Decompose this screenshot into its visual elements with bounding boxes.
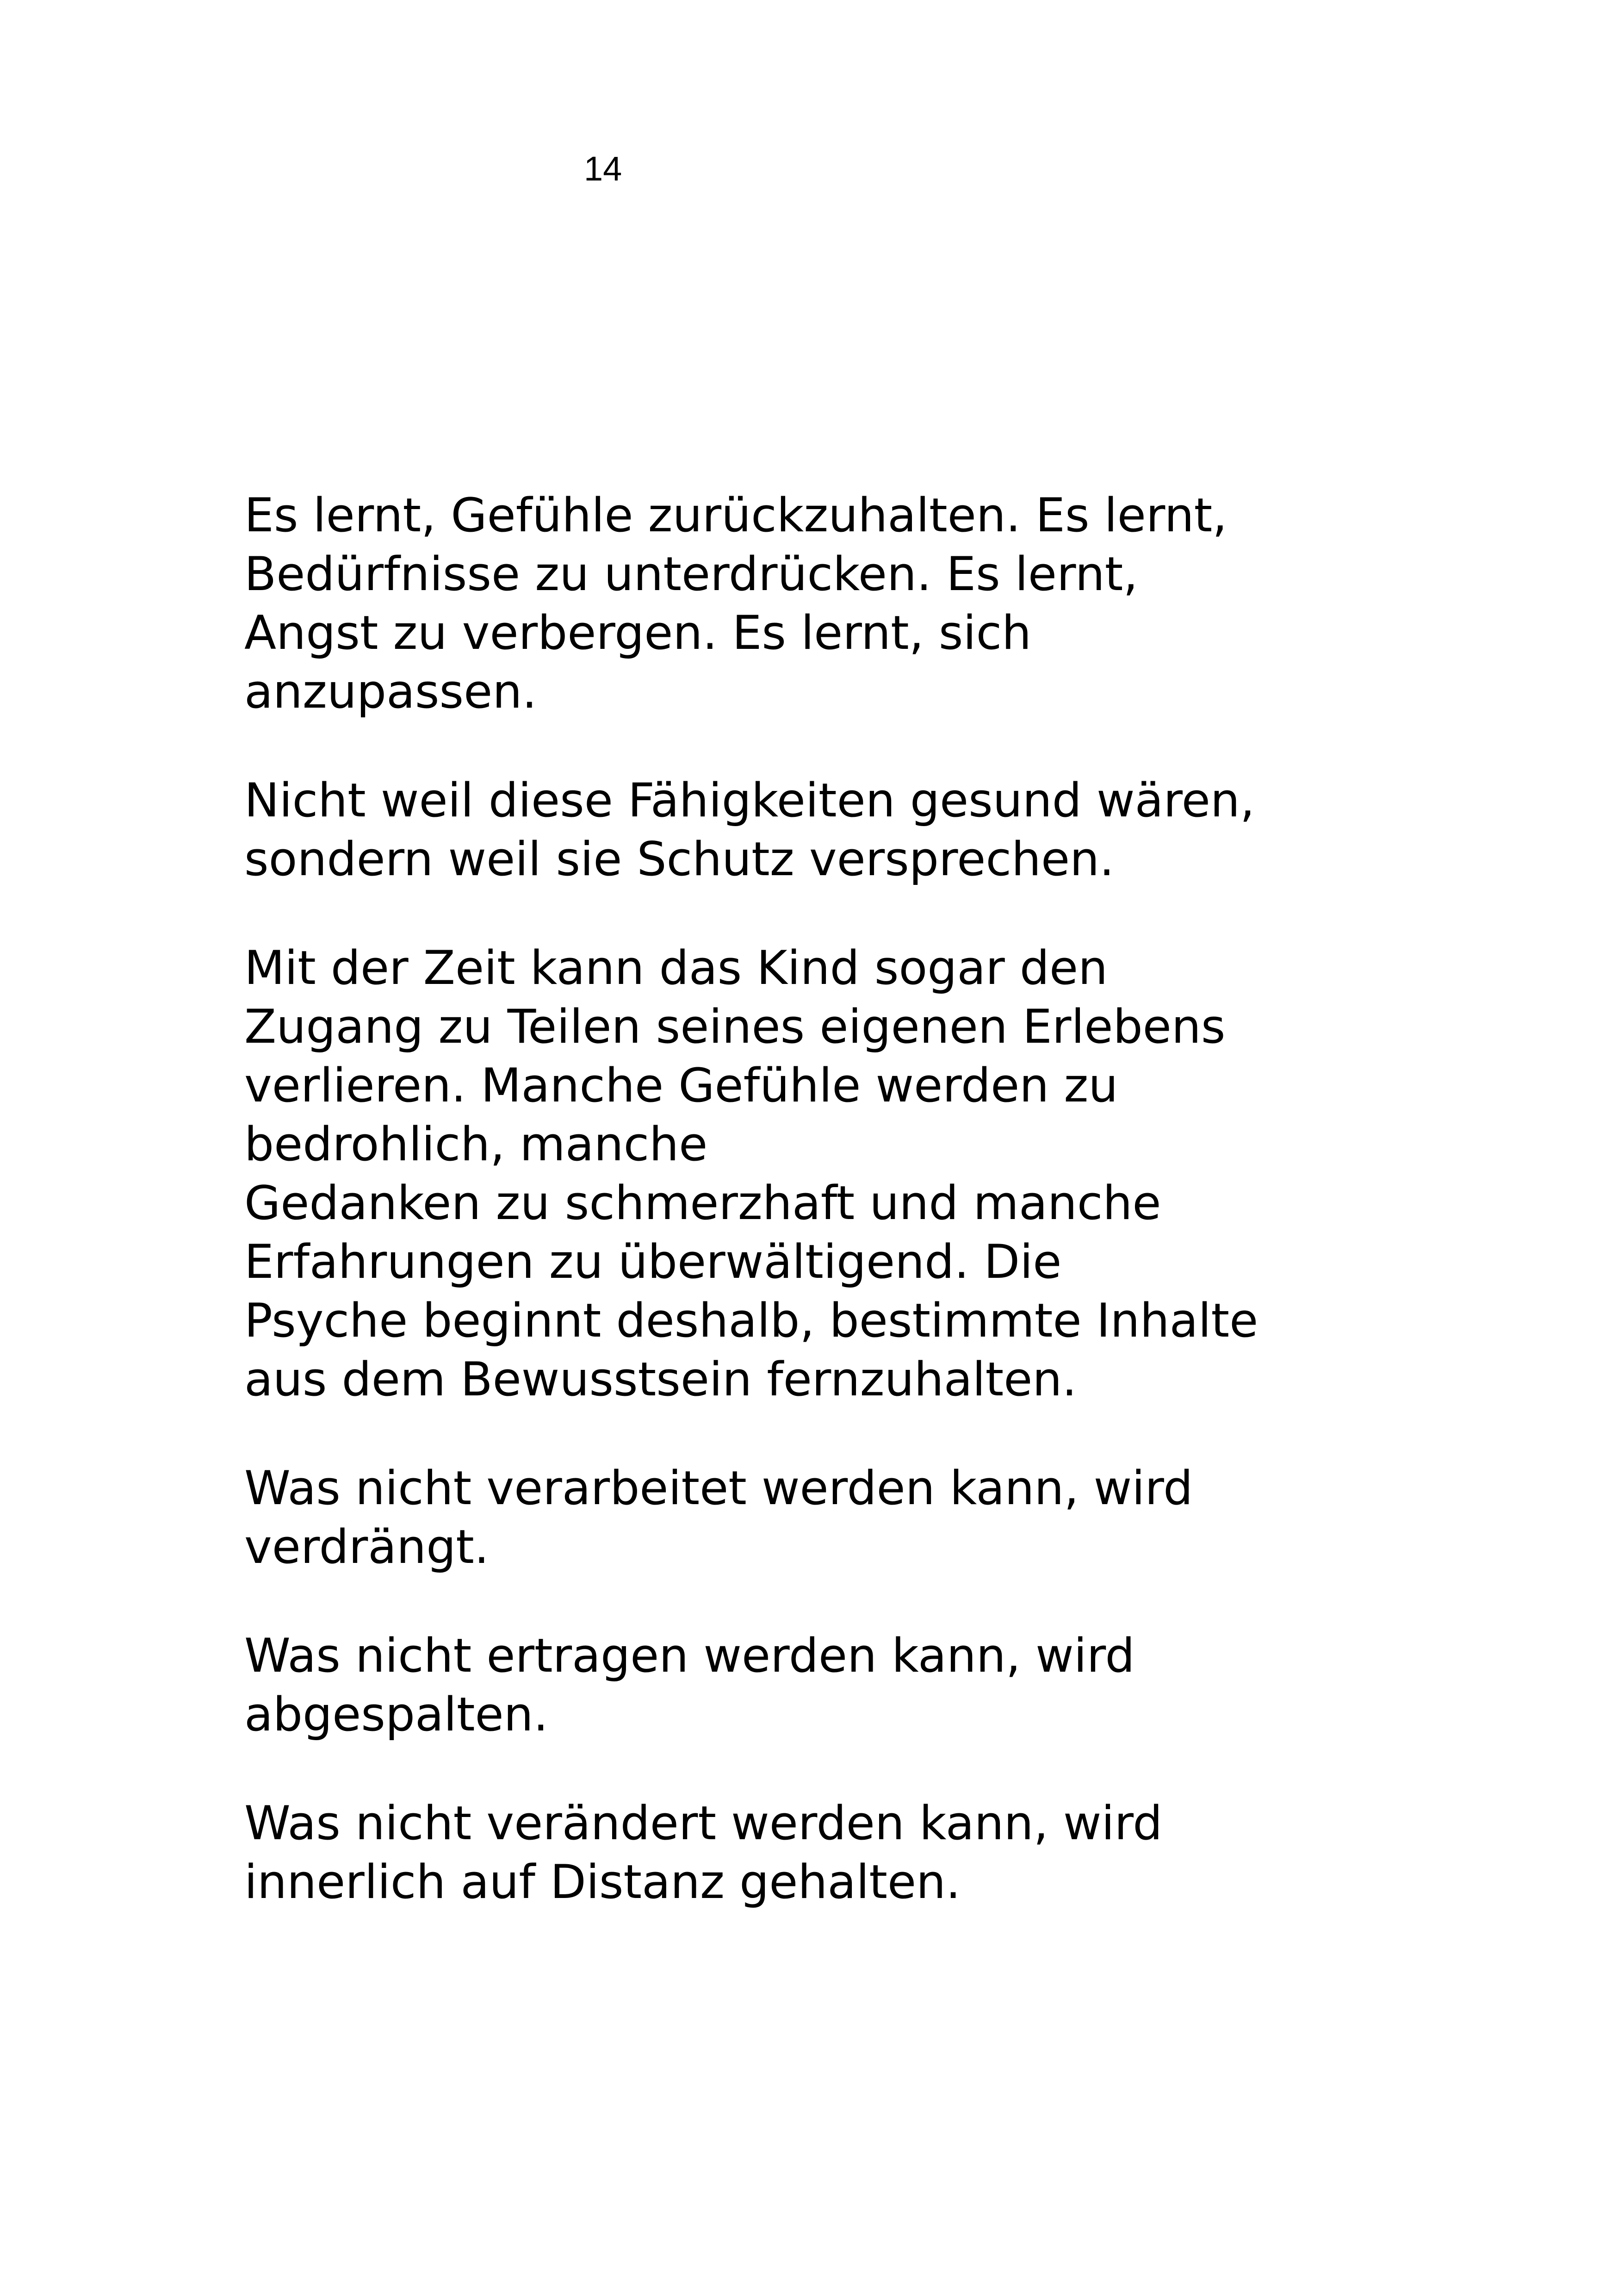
paragraph-1 bbox=[244, 486, 1308, 721]
paragraph-6 bbox=[244, 1794, 1308, 1911]
text-line: Psyche beginnt deshalb, bestimmte Inhalte bbox=[244, 1293, 1258, 1348]
text-line: innerlich auf Distanz gehalten. bbox=[244, 1854, 961, 1909]
text-line: Was nicht verändert werden kann, wird bbox=[244, 1796, 1163, 1850]
text-line: Zugang zu Teilen seines eigenen Erlebens bbox=[244, 999, 1226, 1054]
text-line: aus dem Bewusstsein fernzuhalten. bbox=[244, 1352, 1077, 1406]
text-line: abgespalten. bbox=[244, 1687, 548, 1742]
paragraph-2 bbox=[244, 771, 1308, 889]
text-line: sondern weil sie Schutz versprechen. bbox=[244, 832, 1115, 886]
text-line: anzupassen. bbox=[244, 664, 537, 719]
text-line: Gedanken zu schmerzhaft und manche bbox=[244, 1176, 1161, 1230]
text-line: Mit der Zeit kann das Kind sogar den bbox=[244, 940, 1108, 995]
text-line: Bedürfnisse zu unterdrücken. Es lernt, bbox=[244, 547, 1138, 601]
text-line: Es lernt, Gefühle zurückzuhalten. Es lernt, bbox=[244, 488, 1227, 542]
text-line: verdrängt. bbox=[244, 1519, 490, 1574]
text-line: Was nicht ertragen werden kann, wird bbox=[244, 1628, 1135, 1683]
text-line: Erfahrungen zu überwältigend. Die bbox=[244, 1234, 1062, 1289]
paragraph-3 bbox=[244, 939, 1308, 1409]
paragraph-5 bbox=[244, 1626, 1308, 1744]
text-line: bedrohlich, manche bbox=[244, 1117, 708, 1171]
text-line: Angst zu verbergen. Es lernt, sich bbox=[244, 605, 1032, 660]
text-line: Was nicht verarbeitet werden kann, wird bbox=[244, 1461, 1193, 1515]
page-number: 14 bbox=[584, 149, 622, 188]
text-line: Nicht weil diese Fähigkeiten gesund wären, bbox=[244, 773, 1255, 828]
text-line: verlieren. Manche Gefühle werden zu bbox=[244, 1058, 1118, 1113]
paragraph-4 bbox=[244, 1459, 1308, 1576]
body-text bbox=[244, 486, 1308, 1911]
